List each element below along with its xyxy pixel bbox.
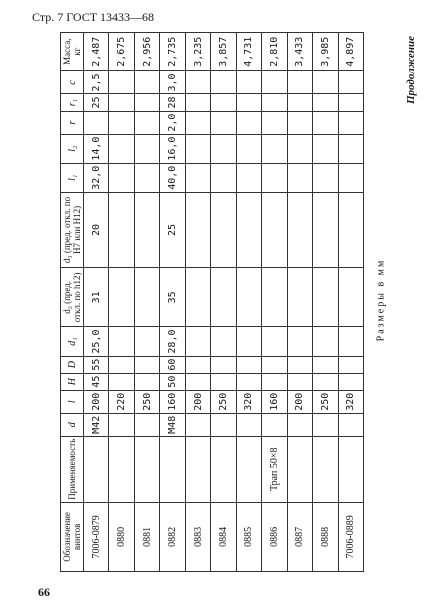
cell-d3	[134, 192, 159, 267]
cell-code: 7006-0889	[338, 502, 363, 571]
cell-code: 0880	[109, 502, 134, 571]
cell-mass: 2,956	[134, 33, 159, 71]
cell-d2	[236, 268, 261, 327]
caption-text: Размеры в мм	[375, 258, 387, 342]
cell-l1: 32,0	[84, 163, 109, 192]
cell-D	[185, 356, 210, 373]
cell-d	[185, 413, 210, 436]
cell-r	[84, 111, 109, 134]
cell-d	[236, 413, 261, 436]
cell-d3	[185, 192, 210, 267]
rotated-table-wrapper	[60, 32, 364, 572]
col-H: H	[61, 373, 84, 390]
cell-c	[287, 71, 312, 94]
cell-l: 320	[338, 390, 363, 413]
col-r: r	[61, 111, 84, 134]
cell-mass: 2,675	[109, 33, 134, 71]
col-l: l	[61, 390, 84, 413]
cell-app: Трап 50×8	[262, 436, 287, 502]
col-mass: Масса, кг	[61, 33, 84, 71]
cell-d	[211, 413, 236, 436]
cell-d1	[134, 327, 159, 356]
cell-app	[211, 436, 236, 502]
cell-l1	[134, 163, 159, 192]
cell-D	[236, 356, 261, 373]
cell-d2	[211, 268, 236, 327]
cell-d1	[313, 327, 338, 356]
cell-r	[211, 111, 236, 134]
cell-app	[109, 436, 134, 502]
dimensions-table	[60, 32, 364, 572]
cell-r1	[338, 94, 363, 111]
cell-mass: 2,810	[262, 33, 287, 71]
cell-app	[287, 436, 312, 502]
col-D: D	[61, 356, 84, 373]
cell-r: 2,0	[160, 111, 185, 134]
cell-d	[262, 413, 287, 436]
col-l1: l₁	[61, 163, 84, 192]
page-number: 66	[38, 585, 50, 599]
cell-d1	[338, 327, 363, 356]
cell-mass: 2,735	[160, 33, 185, 71]
cell-r	[338, 111, 363, 134]
cell-d1	[185, 327, 210, 356]
cell-l: 200	[185, 390, 210, 413]
cell-c	[338, 71, 363, 94]
cell-code: 0883	[185, 502, 210, 571]
col-d2: d₂ (пред. откл. по h12)	[61, 268, 84, 327]
cell-H	[211, 373, 236, 390]
cell-r1	[185, 94, 210, 111]
cell-app	[134, 436, 159, 502]
cell-r	[109, 111, 134, 134]
cell-d3: 20	[84, 192, 109, 267]
page-header: Стр. 7 ГОСТ 13433—68	[32, 10, 155, 24]
cell-r1	[287, 94, 312, 111]
cell-mass: 4,731	[236, 33, 261, 71]
cell-app	[313, 436, 338, 502]
cell-l1	[313, 163, 338, 192]
cell-d	[313, 413, 338, 436]
cell-r1	[313, 94, 338, 111]
cell-H	[262, 373, 287, 390]
cell-l1	[185, 163, 210, 192]
cell-d2: 31	[84, 268, 109, 327]
continuation-text: Продолжение	[405, 35, 417, 105]
cell-mass: 2,487	[84, 33, 109, 71]
cell-mass: 3,235	[185, 33, 210, 71]
cell-l: 160	[262, 390, 287, 413]
cell-d1: 28,0	[160, 327, 185, 356]
cell-d3	[211, 192, 236, 267]
cell-d3	[338, 192, 363, 267]
cell-D	[109, 356, 134, 373]
cell-code: 0887	[287, 502, 312, 571]
cell-d3	[313, 192, 338, 267]
cell-d3	[287, 192, 312, 267]
col-code: Обозначение винтов	[61, 502, 84, 571]
cell-code: 0886	[262, 502, 287, 571]
cell-D	[338, 356, 363, 373]
col-c: c	[61, 71, 84, 94]
cell-r1: 28	[160, 94, 185, 111]
cell-l: 250	[313, 390, 338, 413]
cell-r	[185, 111, 210, 134]
col-d3: d₃ (пред. откл. по H7 или H12)	[61, 192, 84, 267]
cell-d: М42	[84, 413, 109, 436]
cell-app	[160, 436, 185, 502]
cell-code: 7006-0879	[84, 502, 109, 571]
table-row	[236, 33, 261, 572]
cell-H	[287, 373, 312, 390]
cell-d	[338, 413, 363, 436]
cell-l2	[236, 134, 261, 163]
cell-c	[185, 71, 210, 94]
cell-H	[134, 373, 159, 390]
col-r1: r₁	[61, 94, 84, 111]
cell-mass: 3,857	[211, 33, 236, 71]
table-row	[262, 33, 287, 572]
cell-app	[185, 436, 210, 502]
cell-l1	[287, 163, 312, 192]
col-d1: d₁	[61, 327, 84, 356]
cell-code: 0888	[313, 502, 338, 571]
cell-code: 0885	[236, 502, 261, 571]
cell-d1	[236, 327, 261, 356]
table-caption	[372, 180, 390, 420]
cell-r1	[134, 94, 159, 111]
cell-c	[134, 71, 159, 94]
cell-c	[211, 71, 236, 94]
cell-D	[134, 356, 159, 373]
table-row	[134, 33, 159, 572]
cell-code: 0881	[134, 502, 159, 571]
cell-l1	[262, 163, 287, 192]
cell-l1	[109, 163, 134, 192]
cell-H	[338, 373, 363, 390]
cell-code: 0884	[211, 502, 236, 571]
cell-H	[109, 373, 134, 390]
cell-d1	[211, 327, 236, 356]
cell-d1	[262, 327, 287, 356]
cell-d	[109, 413, 134, 436]
table-row	[185, 33, 210, 572]
cell-d	[287, 413, 312, 436]
cell-d2	[338, 268, 363, 327]
cell-r	[313, 111, 338, 134]
cell-c	[109, 71, 134, 94]
continuation-label	[401, 30, 421, 110]
cell-H	[313, 373, 338, 390]
cell-d2: 35	[160, 268, 185, 327]
cell-d1: 25,0	[84, 327, 109, 356]
cell-d2	[262, 268, 287, 327]
cell-d2	[313, 268, 338, 327]
cell-c: 2,5	[84, 71, 109, 94]
cell-l2	[287, 134, 312, 163]
cell-l2	[211, 134, 236, 163]
cell-l: 200	[287, 390, 312, 413]
cell-r1	[211, 94, 236, 111]
cell-l1	[211, 163, 236, 192]
cell-l: 160	[160, 390, 185, 413]
cell-D: 55	[84, 356, 109, 373]
col-l2: l₂	[61, 134, 84, 163]
cell-l: 200	[84, 390, 109, 413]
cell-d3: 25	[160, 192, 185, 267]
cell-l2: 14,0	[84, 134, 109, 163]
cell-r	[236, 111, 261, 134]
cell-l2: 16,0	[160, 134, 185, 163]
cell-l2	[313, 134, 338, 163]
cell-r1	[109, 94, 134, 111]
table-row	[160, 33, 185, 572]
cell-H: 50	[160, 373, 185, 390]
cell-d3	[262, 192, 287, 267]
cell-app	[338, 436, 363, 502]
table-container	[60, 32, 364, 572]
table-row	[211, 33, 236, 572]
cell-d2	[287, 268, 312, 327]
cell-d1	[287, 327, 312, 356]
cell-r	[262, 111, 287, 134]
cell-r	[287, 111, 312, 134]
cell-l: 250	[211, 390, 236, 413]
table-row	[338, 33, 363, 572]
cell-app	[236, 436, 261, 502]
table-body	[84, 33, 364, 572]
cell-d1	[109, 327, 134, 356]
cell-mass: 3,433	[287, 33, 312, 71]
cell-D	[313, 356, 338, 373]
cell-d: М48	[160, 413, 185, 436]
cell-d2	[185, 268, 210, 327]
cell-r1	[236, 94, 261, 111]
cell-l1	[338, 163, 363, 192]
cell-c	[236, 71, 261, 94]
cell-d2	[109, 268, 134, 327]
cell-d	[134, 413, 159, 436]
cell-H	[236, 373, 261, 390]
cell-H: 45	[84, 373, 109, 390]
cell-app	[84, 436, 109, 502]
cell-l1	[236, 163, 261, 192]
cell-D	[211, 356, 236, 373]
table-header-row	[61, 33, 84, 572]
cell-l2	[262, 134, 287, 163]
cell-l: 250	[134, 390, 159, 413]
cell-d3	[236, 192, 261, 267]
cell-c	[313, 71, 338, 94]
cell-c	[262, 71, 287, 94]
cell-D	[262, 356, 287, 373]
cell-l2	[185, 134, 210, 163]
table-row	[287, 33, 312, 572]
cell-l2	[109, 134, 134, 163]
cell-D	[287, 356, 312, 373]
cell-r1: 25	[84, 94, 109, 111]
table-row	[109, 33, 134, 572]
cell-c: 3,0	[160, 71, 185, 94]
cell-d3	[109, 192, 134, 267]
cell-l2	[338, 134, 363, 163]
cell-l2	[134, 134, 159, 163]
cell-l: 220	[109, 390, 134, 413]
col-d: d	[61, 413, 84, 436]
table-row	[84, 33, 109, 572]
cell-D: 60	[160, 356, 185, 373]
cell-l1: 40,0	[160, 163, 185, 192]
cell-mass: 3,985	[313, 33, 338, 71]
cell-mass: 4,897	[338, 33, 363, 71]
cell-H	[185, 373, 210, 390]
cell-code: 0882	[160, 502, 185, 571]
cell-r	[134, 111, 159, 134]
cell-r1	[262, 94, 287, 111]
col-applicability: Применяемость	[61, 436, 84, 502]
table-row	[313, 33, 338, 572]
cell-l: 320	[236, 390, 261, 413]
cell-d2	[134, 268, 159, 327]
